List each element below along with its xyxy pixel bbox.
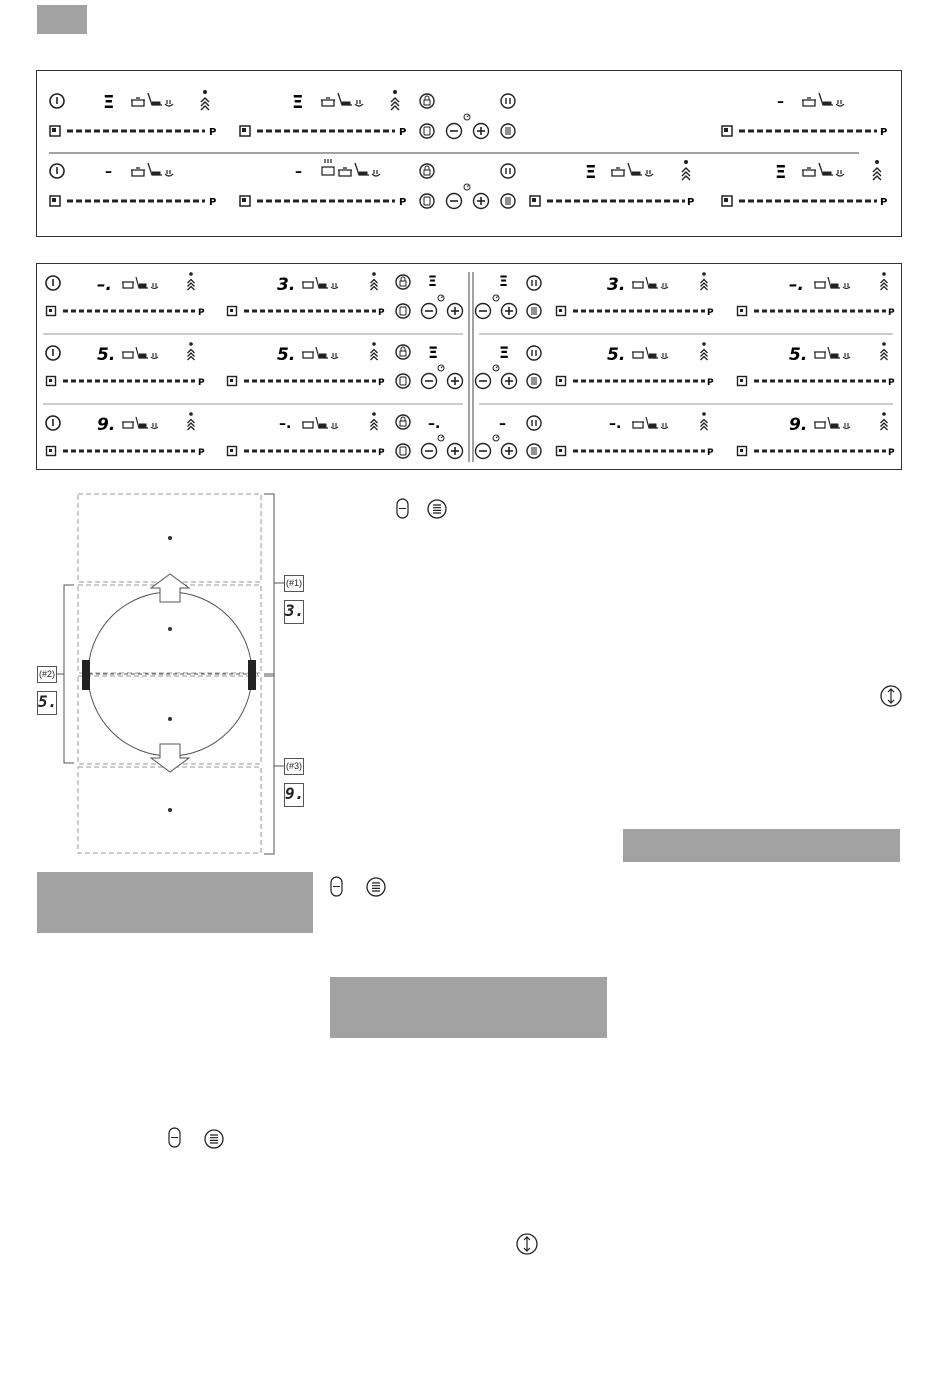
svg-text:–: – [105, 164, 112, 180]
zone-display: Ξ [103, 92, 115, 113]
svg-text:–.: –. [789, 275, 804, 295]
svg-text:P: P [198, 308, 205, 318]
svg-text:–.: –. [279, 416, 292, 432]
svg-text:P: P [707, 448, 714, 458]
svg-text:P: P [399, 127, 407, 138]
zone-label-3: (#3) [284, 758, 304, 775]
svg-text:3.: 3. [277, 275, 296, 295]
svg-text:5.: 5. [277, 345, 296, 365]
svg-text:P: P [378, 308, 385, 318]
svg-text:Ξ: Ξ [499, 274, 508, 290]
svg-text:P: P [198, 378, 205, 388]
svg-text:–: – [295, 164, 302, 180]
svg-text:Ξ: Ξ [428, 343, 439, 362]
svg-text:–.: –. [609, 416, 622, 432]
section-header-block-center [330, 977, 607, 1038]
svg-text:Ξ: Ξ [585, 162, 597, 183]
svg-text:9.: 9. [97, 415, 116, 435]
power-icon [50, 94, 64, 108]
minus-key-icon-2 [330, 876, 344, 898]
menu-key-icon-2 [365, 876, 387, 898]
svg-text:P: P [707, 308, 714, 318]
svg-text:P: P [707, 378, 714, 388]
zone-digit-1: 3. [284, 600, 304, 624]
zone-diagram [30, 488, 310, 863]
svg-text:P: P [378, 448, 385, 458]
svg-text:Ξ: Ξ [775, 162, 787, 183]
svg-text:P: P [888, 448, 895, 458]
svg-text:P: P [198, 448, 205, 458]
section-header-block-left [37, 872, 313, 933]
zone-label-1: (#1) [284, 575, 304, 592]
scroll-key-icon [880, 684, 902, 708]
control-panel-middle-graphic [37, 264, 901, 469]
zone-label-2: (#2) [37, 666, 57, 683]
svg-text:5.: 5. [97, 345, 116, 365]
svg-text:9.: 9. [789, 415, 808, 435]
svg-text:5.: 5. [789, 345, 808, 365]
scroll-key-icon-2 [516, 1232, 538, 1256]
svg-text:P: P [888, 308, 895, 318]
minus-key-icon [396, 498, 410, 520]
menu-key-icon [426, 498, 448, 520]
svg-text:P: P [399, 197, 407, 208]
menu-key-icon-3 [203, 1128, 225, 1150]
svg-text:P: P [880, 197, 888, 208]
svg-text:–.: –. [97, 275, 112, 295]
svg-text:–: – [777, 94, 784, 110]
svg-text:Ξ: Ξ [499, 343, 510, 362]
svg-text:–.: –. [428, 416, 441, 432]
control-panel-top [36, 70, 902, 237]
section-header-block-right [623, 829, 900, 862]
svg-text:Ξ: Ξ [428, 274, 437, 290]
control-panel-middle [36, 263, 902, 470]
svg-text:3.: 3. [607, 275, 626, 295]
zone-digit-3: 9. [284, 783, 304, 807]
svg-text:–: – [499, 416, 506, 432]
svg-text:P: P [888, 378, 895, 388]
svg-text:5.: 5. [607, 345, 626, 365]
svg-text:P: P [687, 197, 695, 208]
svg-text:P: P [209, 127, 217, 138]
svg-text:P: P [378, 378, 385, 388]
svg-text:P: P [209, 197, 217, 208]
header-tab [37, 5, 87, 34]
svg-text:Ξ: Ξ [292, 92, 304, 113]
svg-text:P: P [880, 127, 888, 138]
minus-key-icon-3 [168, 1127, 182, 1149]
control-panel-top-graphic [37, 71, 901, 236]
zone-digit-2: 5. [37, 691, 57, 715]
